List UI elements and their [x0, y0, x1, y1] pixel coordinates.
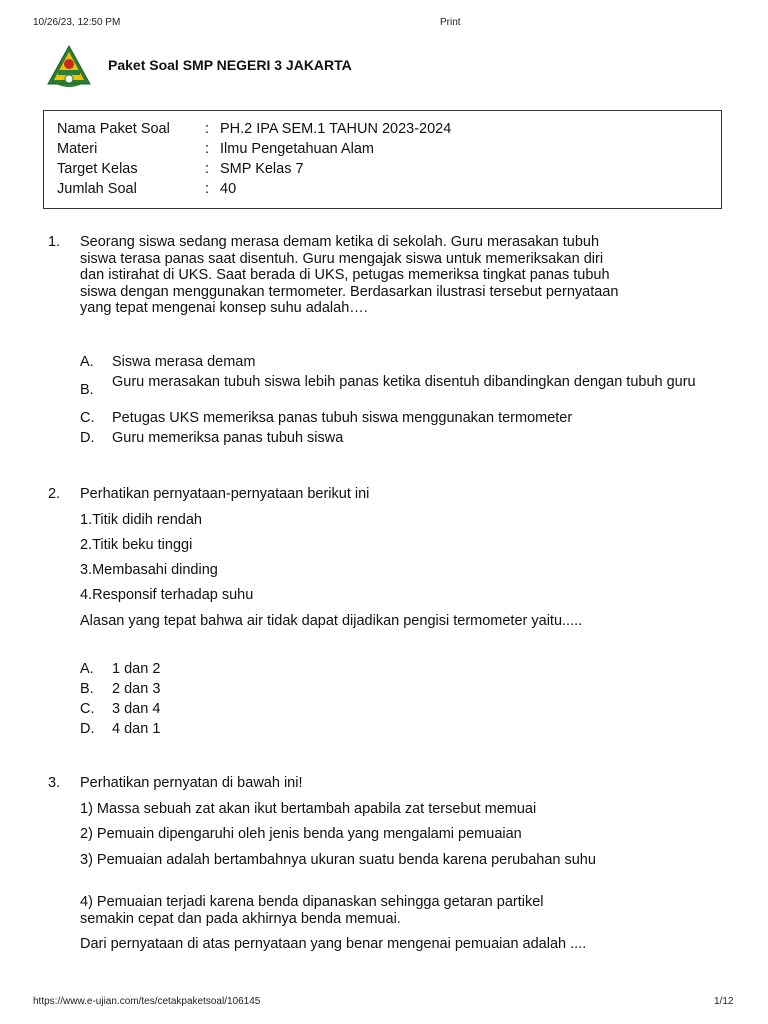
option-text: 2 dan 3: [112, 681, 161, 697]
info-row-package-name: [57, 119, 697, 139]
option-label: D.: [80, 430, 95, 446]
option-text: 1 dan 2: [112, 661, 161, 677]
info-separator: :: [205, 161, 210, 177]
info-label: Nama Paket Soal: [57, 121, 170, 137]
page-number: 1/12: [714, 996, 734, 1007]
print-datetime: 10/26/23, 12:50 PM: [33, 17, 121, 28]
option-label: C.: [80, 701, 95, 717]
option-text: Guru merasakan tubuh siswa lebih panas ketika disentuh dibandingkan dengan tubuh guru: [112, 374, 696, 390]
info-row-question-count: [57, 179, 697, 199]
option-label: A.: [80, 661, 94, 677]
info-value: PH.2 IPA SEM.1 TAHUN 2023-2024: [220, 121, 452, 137]
info-separator: :: [205, 141, 210, 157]
print-title: Print: [440, 17, 461, 28]
option-label: B.: [80, 681, 94, 697]
option-text: Petugas UKS memeriksa panas tubuh siswa menggunakan termometer: [112, 410, 573, 426]
question-number: 2.: [48, 486, 61, 502]
info-row-target-class: [57, 159, 697, 179]
info-separator: :: [205, 121, 210, 137]
info-value: 40: [220, 181, 237, 197]
option-label: C.: [80, 410, 95, 426]
option-text: Siswa merasa demam: [112, 354, 256, 370]
info-row-subject: [57, 139, 697, 159]
info-label: Target Kelas: [57, 161, 138, 177]
question-number: 3.: [48, 775, 61, 791]
option-text: 4 dan 1: [112, 721, 161, 737]
option-label: D.: [80, 721, 95, 737]
info-separator: :: [205, 181, 210, 197]
question-number: 1.: [48, 234, 61, 250]
option-text: Guru memeriksa panas tubuh siswa: [112, 430, 344, 446]
info-value: SMP Kelas 7: [220, 161, 304, 177]
info-label: Materi: [57, 141, 98, 157]
option-label: B.: [80, 382, 94, 398]
option-label: A.: [80, 354, 94, 370]
question-text: Perhatikan pernyatan di bawah ini!: [80, 775, 303, 791]
info-box: [43, 110, 722, 209]
question-text: Perhatikan pernyataan-pernyataan berikut ini: [80, 486, 370, 502]
question-text: Seorang siswa sedang merasa demam ketika di sekolah. Guru merasakan tubuh siswa terasa panas saat disentuh. Guru mengajak siswa untuk memeriksakan diri dan istirahat di UKS. Saat berada di UKS, petugas memeriksa tingkat panas tubuh siswa dengan menggunakan termometer. Berdasarkan ilustrasi tersebut pernyataan yang tepat mengenai konsep suhu adalah….: [80, 234, 619, 316]
school-emblem-icon: [46, 44, 92, 90]
info-label: Jumlah Soal: [57, 181, 137, 197]
print-url: https://www.e-ujian.com/tes/cetakpaketsoal/106145: [33, 996, 261, 1007]
page-title: Paket Soal SMP NEGERI 3 JAKARTA: [108, 57, 352, 73]
info-value: Ilmu Pengetahuan Alam: [220, 141, 374, 157]
option-text: 3 dan 4: [112, 701, 161, 717]
